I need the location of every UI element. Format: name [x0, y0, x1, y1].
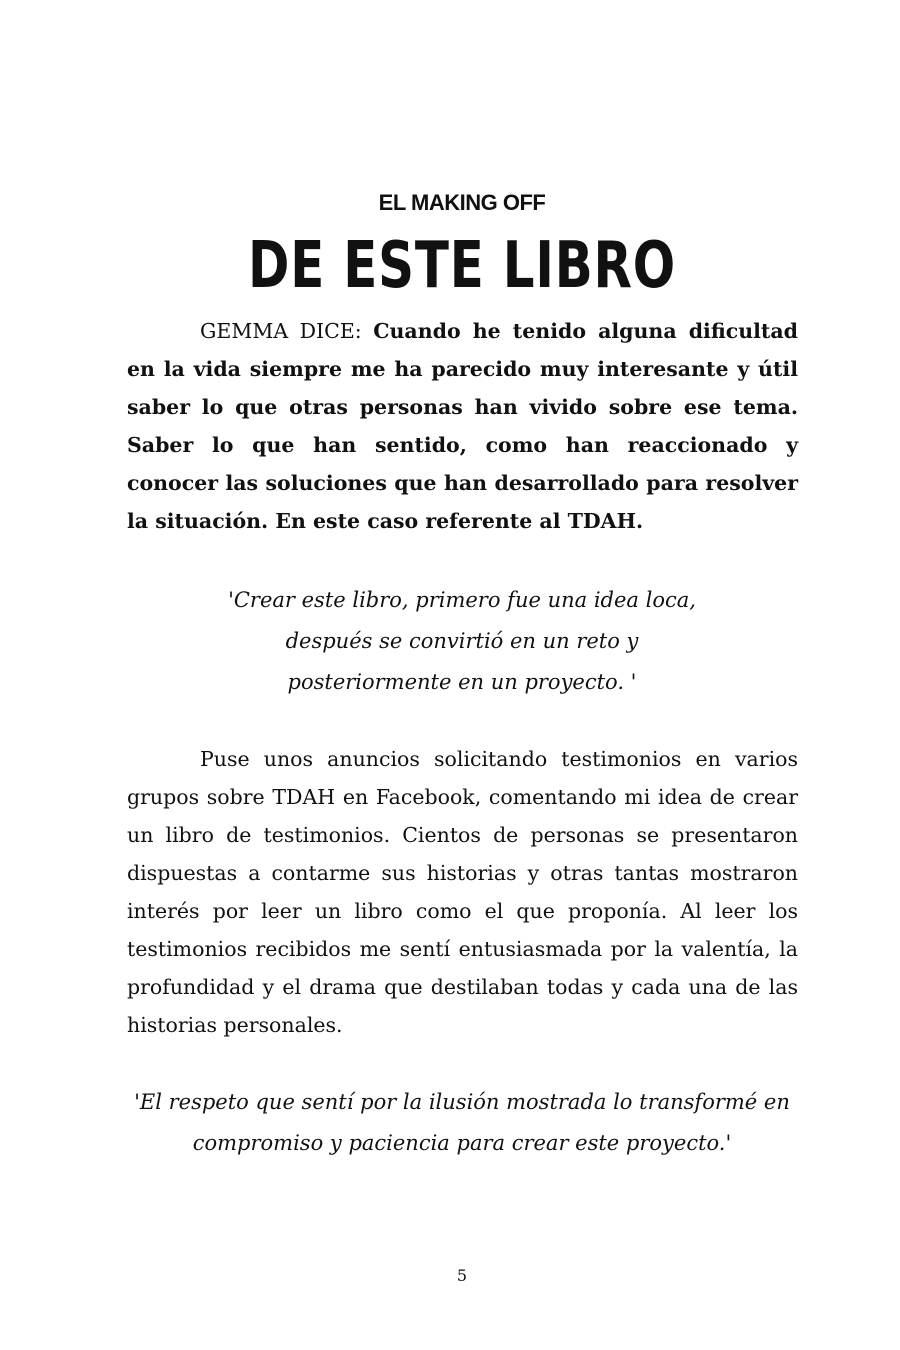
- quote-line: compromiso y paciencia para crear este proyecto.': [192, 1131, 732, 1155]
- pull-quote-1: [0, 580, 900, 703]
- body-paragraph: Puse unos anuncios solicitando testimonios en varios grupos sobre TDAH en Facebook, comentando mi idea de crear un libro de testimonios. Cientos de personas se presentaron dispuestas a contarme sus historias y otras tantas mostraron interés por leer un libro como el que proponía. Al leer los testimonios recibidos me sentí entusiasmada por la valentía, la profundidad y el drama que destilaban todas y cada una de las historias personales.: [127, 747, 798, 1037]
- speaker-label: GEMMA DICE:: [200, 319, 374, 343]
- page-title: DE ESTE LIBRO: [248, 229, 676, 303]
- page-number: 5: [456, 1266, 468, 1285]
- section-kicker: EL MAKING OFF: [378, 190, 546, 215]
- quote-line: 'El respeto que sentí por la ilusión mostrada lo transformé en: [134, 1090, 790, 1114]
- intro-paragraph: [127, 312, 798, 540]
- quote-line: 'Crear este libro, primero fue una idea loca,: [228, 588, 696, 612]
- intro-paragraph-body: Cuando he tenido alguna dificultad en la vida siempre me ha parecido muy interesante y útil saber lo que otras personas han vivido sobre ese tema. Saber lo que han sentido, como han reaccionado y conocer las soluciones que han desarrollado para resolver la situación. En este caso referente al TDAH.: [127, 319, 799, 533]
- quote-line: después se convirtió en un reto y: [285, 629, 639, 653]
- quote-line: posteriormente en un proyecto. ': [287, 670, 637, 694]
- pull-quote-2: [0, 1082, 900, 1164]
